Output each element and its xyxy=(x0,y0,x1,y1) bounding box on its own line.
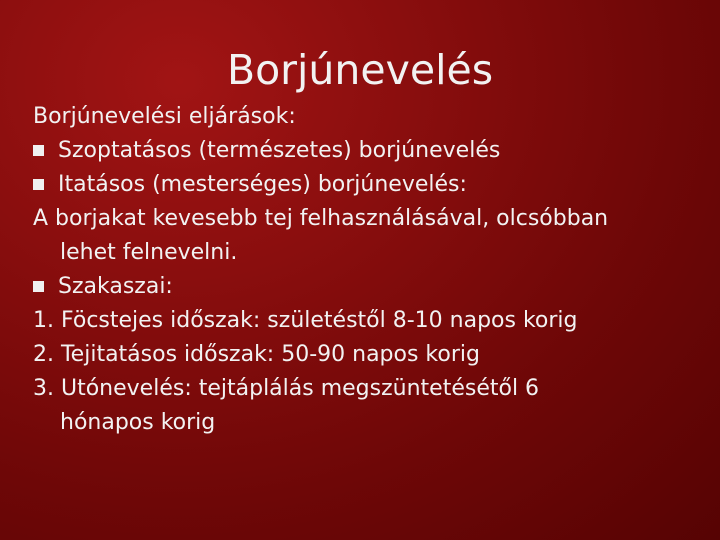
square-bullet-icon xyxy=(33,179,44,190)
numbered-item-text: 3. Utónevelés: tejtáplálás megszüntetésétől 6 xyxy=(33,376,540,401)
slide-title xyxy=(0,44,720,96)
square-bullet-icon xyxy=(33,145,44,156)
body-line xyxy=(33,100,693,134)
numbered-item-text: hónapos korig xyxy=(60,410,216,435)
body-line-text: A borjakat kevesebb tej felhasználásával, olcsóbban xyxy=(33,206,609,231)
numbered-item xyxy=(33,338,693,372)
slide-title-text: Borjúnevelés xyxy=(226,46,494,94)
body-line-continuation xyxy=(33,236,693,270)
slide-body xyxy=(33,100,693,440)
numbered-item-text: 2. Tejitatásos időszak: 50-90 napos korig xyxy=(33,342,480,367)
body-line xyxy=(33,202,693,236)
square-bullet-icon xyxy=(33,281,44,292)
numbered-item-text: 1. Föcstejes időszak: születéstől 8-10 napos korig xyxy=(33,308,578,333)
bullet-item xyxy=(33,134,693,168)
bullet-item-text: Szoptatásos (természetes) borjúnevelés xyxy=(58,138,501,163)
bullet-item-text: Szakaszai: xyxy=(58,274,173,299)
body-line-text: lehet felnevelni. xyxy=(60,240,238,265)
bullet-item-text: Itatásos (mesterséges) borjúnevelés: xyxy=(58,172,467,197)
numbered-item xyxy=(33,304,693,338)
numbered-item-continuation xyxy=(33,406,693,440)
numbered-item xyxy=(33,372,693,406)
body-line-text: Borjúnevelési eljárások: xyxy=(33,104,296,129)
bullet-item xyxy=(33,270,693,304)
bullet-item xyxy=(33,168,693,202)
